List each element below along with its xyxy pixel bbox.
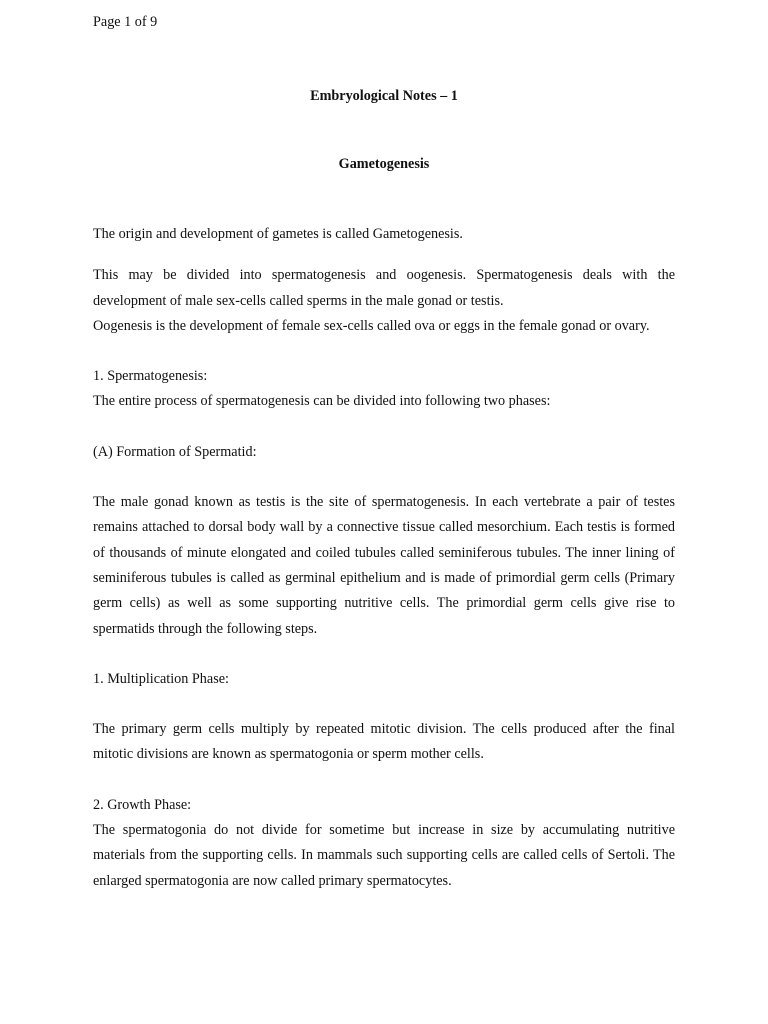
paragraph-spermatogenesis-intro: This may be divided into spermatogenesis and oogenesis. Spermatogenesis deals with the development of male sex-cells called sperms in the male gonad or testis. [93,267,675,309]
paragraph-growth-phase: The spermatogonia do not divide for sometime but increase in size by accumulating nutritive materials from the supporting cells. In mammals such supporting cells are called cells of Sertoli. The enlarged spermatogonia are now called primary spermatocytes. [93,822,675,889]
heading-formation-of-spermatid: (A) Formation of Spermatid: [93,443,257,460]
heading-growth-phase: 2. Growth Phase: [93,796,192,813]
paragraph-oogenesis-intro: Oogenesis is the development of female sex-cells called ova or eggs in the female gonad or ovary. [93,317,650,334]
paragraph-phases-intro: The entire process of spermatogenesis can be divided into following two phases: [93,393,551,410]
section-title: Gametogenesis [338,156,430,172]
page-number: Page 1 of 9 [93,14,158,30]
document-body [93,222,675,894]
paragraph-testis-description: The male gonad known as testis is the site of spermatogenesis. In each vertebrate a pair of testes remains attached to dorsal body wall by a connective tissue called mesorchium. Each testis is formed of thousands of minute elongated and coiled tubules called seminiferous tubules. The inner lining of seminiferous tubules is called as germinal epithelium and is made of primordial germ cells (Primary germ cells) as well as some supporting nutritive cells. The primordial germ cells give rise to spermatids through the following steps. [93,494,675,637]
paragraph-gametogenesis-definition: The origin and development of gametes is called Gametogenesis. [93,226,463,242]
heading-spermatogenesis: 1. Spermatogenesis: [93,368,208,385]
document-title: Embryological Notes – 1 [310,88,458,104]
heading-multiplication-phase: 1. Multiplication Phase: [93,670,229,687]
paragraph-multiplication-phase: The primary germ cells multiply by repeated mitotic division. The cells produced after the final mitotic divisions are known as spermatogonia or sperm mother cells. [93,721,675,763]
